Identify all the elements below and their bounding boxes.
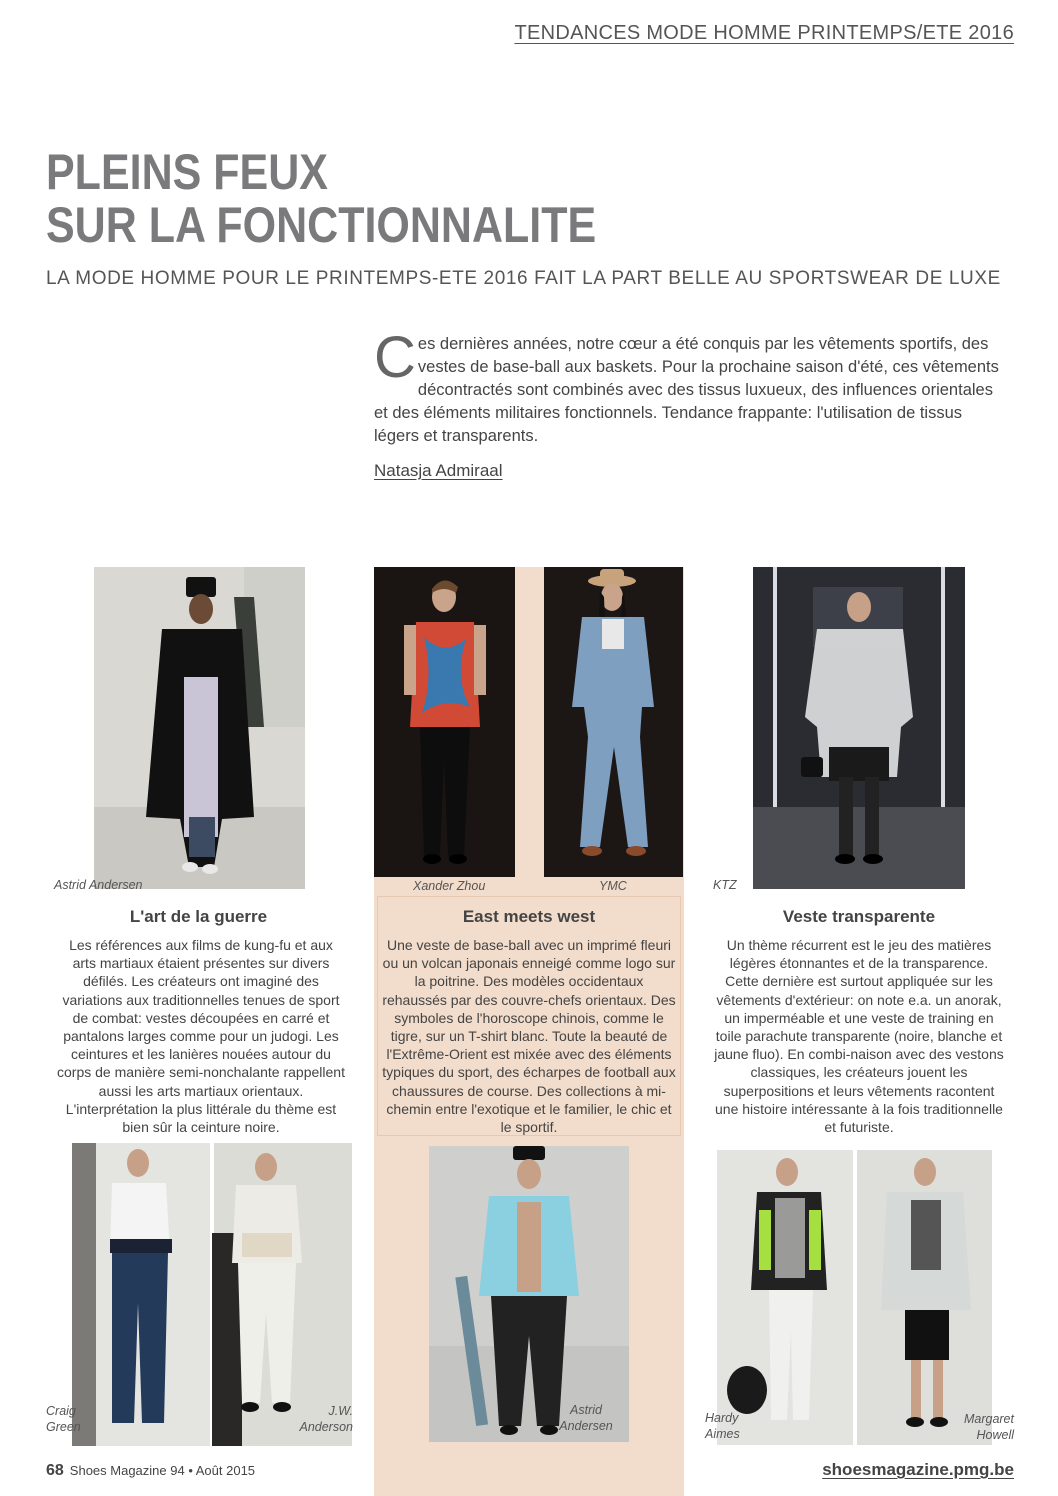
caption-margaret-howell-line1: Margaret	[963, 1412, 1014, 1426]
caption-astrid-andersen-bottom	[556, 1402, 616, 1434]
runway-photo-craig-green-jw-anderson	[72, 1143, 352, 1446]
caption-ktz: KTZ	[713, 878, 737, 892]
caption-craig-green	[46, 1403, 81, 1435]
intro-dropcap: C	[374, 325, 416, 390]
intro-text: es dernières années, notre cœur a été conquis par les vêtements sportifs, des vestes de base-ball aux baskets. Pour la prochaine saison d'été, ces vêtements décontractés sont combinés avec des tissus luxueux, des influences orientales et des éléments militaires fonctionnels. Tendance frappante: l'utilisation de tissus légers et transparents.	[374, 335, 999, 445]
issue-info: Shoes Magazine 94 • Août 2015	[69, 1463, 256, 1478]
column-body-art-de-la-guerre: Les références aux films de kung-fu et aux arts martiaux étaient présentes sur divers défilés. Les créateurs ont imaginé des variations aux traditionnelles tenues de sport de combat: vestes découpées en carré et pantalons larges comme pour un judogi. Les ceintures et les lanières nouées autour du corps de manière semi-nonchalante rappellent aussi les arts martiaux orientaux. L'interprétation la plus littérale du thème est bien sûr la ceinture noire.	[57, 937, 345, 1136]
website-link[interactable]: shoesmagazine.pmg.be	[822, 1460, 1014, 1479]
caption-jw-anderson-line1: J.W.	[328, 1404, 353, 1418]
caption-xander-zhou: Xander Zhou	[413, 879, 486, 893]
caption-jw-anderson-line2: Anderson	[299, 1420, 353, 1434]
runway-photo-astrid-andersen	[94, 567, 305, 889]
article-author: Natasja Admiraal	[374, 461, 503, 480]
column-body-veste-transparente: Un thème récurrent est le jeu des matières légères étonnantes et de la transparence. Cette dernière est surtout appliquée sur les vêtements d'extérieur: on note e.a. un anorak, un imperméable et une veste de training en toile parachute transparente (noire, blanche et jaune fluo). En combi-naison avec des vestons classiques, les créateurs jouent les superpositions et leurs vêtements racontent une histoire intéressante à la fois traditionnelle et futuriste.	[714, 937, 1004, 1136]
page-number: 68	[46, 1462, 64, 1479]
caption-craig-green-line2: Green	[46, 1420, 81, 1434]
column-body-east-meets-west: Une veste de base-ball avec un imprimé fleuri ou un volcan japonais enneigé comme logo sur la poitrine. Des modèles occidentaux rehaussés par des couvre-chefs orientaux. Des symboles de l'horoscope chinois, comme le tigre, sur un T-shirt blanc. Toute la beauté de l'Extrême-Orient est mixée avec des éléments typiques du sport, des écharpes de football aux chaussures de course. Des collections à mi-chemin entre l'exotique et le familier, le chic et le sportif.	[382, 937, 676, 1136]
runway-photo-xander-zhou	[374, 567, 515, 877]
page-footer-left	[46, 1462, 255, 1480]
column-title-veste-transparente: Veste transparente	[782, 907, 936, 926]
caption-astrid-line2: Andersen	[559, 1419, 613, 1433]
column-title-art-de-la-guerre: L'art de la guerre	[129, 907, 268, 926]
caption-astrid-andersen-top: Astrid Andersen	[54, 878, 143, 892]
article-intro	[374, 325, 1006, 448]
caption-ymc: YMC	[599, 879, 627, 893]
caption-hardy-aimes-line1: Hardy	[705, 1411, 739, 1425]
caption-craig-green-line1: Craig	[46, 1404, 76, 1418]
caption-astrid-line1: Astrid	[570, 1403, 602, 1417]
article-title	[46, 146, 596, 252]
caption-hardy-aimes-line2: Aimes	[705, 1427, 740, 1441]
column-title-east-meets-west: East meets west	[462, 907, 596, 926]
runway-photo-astrid-andersen-bottom	[429, 1146, 629, 1442]
runway-photo-ktz	[753, 567, 965, 889]
article-subtitle: LA MODE HOMME POUR LE PRINTEMPS-ETE 2016 FAIT LA PART BELLE AU SPORTSWEAR DE LUXE	[46, 268, 1001, 289]
caption-margaret-howell-line2: Howell	[976, 1428, 1014, 1442]
caption-jw-anderson	[298, 1403, 353, 1435]
runway-photo-hardy-aimes-margaret-howell	[717, 1150, 992, 1445]
caption-hardy-aimes	[705, 1410, 740, 1442]
runway-photo-ymc	[544, 567, 683, 877]
article-title-line2: SUR LA FONCTIONNALITE	[46, 197, 597, 253]
caption-margaret-howell	[944, 1411, 1014, 1443]
section-tag: TENDANCES MODE HOMME PRINTEMPS/ETE 2016	[514, 22, 1014, 44]
article-title-line1: PLEINS FEUX	[46, 144, 328, 200]
